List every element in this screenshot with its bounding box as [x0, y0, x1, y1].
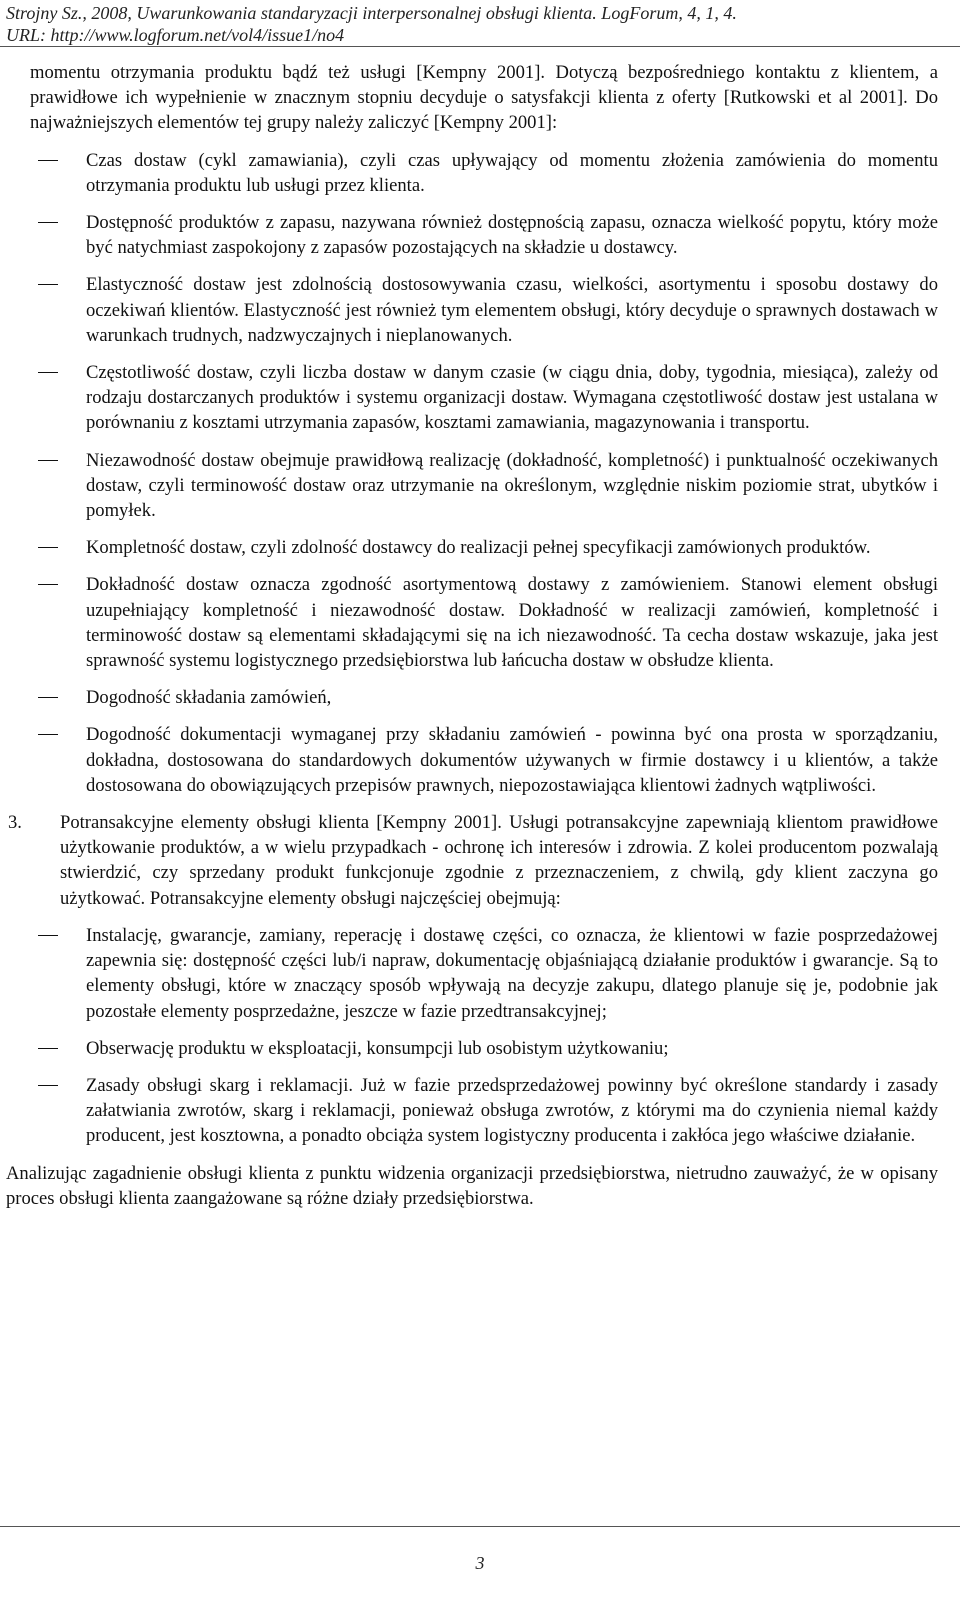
list-item: Dokładność dostaw oznacza zgodność asortymentową dostawy z zamówieniem. Stanowi element obsługi uzupełniający kompletność i niezawodność dostaw. Dokładność w realizacji zamówień, kompletność i terminowość dostaw są elementami składającymi się na ich niezawodność. Ta cecha dostaw wskazuje, jaka jest sprawność systemu logistycznego przedsiębiorstwa lub łańcucha dostaw w obsłudze klienta. — [30, 572, 938, 673]
list-item: Kompletność dostaw, czyli zdolność dostawcy do realizacji pełnej specyfikacji zamówionych produktów. — [30, 535, 938, 560]
section-number: 3. — [8, 812, 22, 834]
page-number: 3 — [475, 1553, 485, 1573]
dash-bullet-icon — [38, 584, 58, 585]
list-item: Obserwację produktu w eksploatacji, konsumpcji lub osobistym użytkowaniu; — [30, 1036, 938, 1061]
dash-bullet-icon — [38, 284, 58, 285]
section-3-text: Potransakcyjne elementy obsługi klienta [Kempny 2001]. Usługi potransakcyjne zapewniają klientom prawidłowe użytkowanie produktów, a w wielu przypadkach - ochronę ich interesów i zdrowia. Z kolei producentom pozwalają stwierdzić, czy sprzedany produkt funkcjonuje zgodnie z przeznaczeniem, z chwilą, gdy klient zaczyna go użytkować. Potransakcyjne elementy obsługi najczęściej obejmują: — [60, 812, 938, 909]
dash-bullet-icon — [38, 935, 58, 936]
dash-bullet-icon — [38, 1085, 58, 1086]
list-item: Dogodność składania zamówień, — [30, 685, 938, 710]
header-url: URL: http://www.logforum.net/vol4/issue1/no4 — [6, 25, 345, 45]
dash-bullet-icon — [38, 697, 58, 698]
dash-bullet-icon — [38, 1048, 58, 1049]
list-item: Czas dostaw (cykl zamawiania), czyli czas upływający od momentu złożenia zamówienia do momentu otrzymania produktu lub usługi przez klienta. — [30, 148, 938, 198]
header-divider — [0, 46, 960, 47]
dash-bullet-icon — [38, 547, 58, 548]
list-item: Dostępność produktów z zapasu, nazywana również dostępnością zapasu, oznacza wielkość popytu, który może być natychmiast zaspokojony z zapasów pozostających na składzie u dostawcy. — [30, 210, 938, 260]
footer-divider — [0, 1526, 960, 1527]
dash-bullet-icon — [38, 734, 58, 735]
intro-paragraph: momentu otrzymania produktu bądź też usługi [Kempny 2001]. Dotyczą bezpośredniego kontaktu z klientem, a prawidłowe ich wypełnienie w znacznym stopniu decyduje o satysfakcji klienta z oferty [Rutkowski et al 2001]. Do najważniejszych elementów tej grupy należy zaliczyć [Kempny 2001]: — [30, 62, 938, 134]
list-item: Zasady obsługi skarg i reklamacji. Już w fazie przedsprzedażowej powinny być określone standardy i zasady załatwiania zwrotów, skarg i reklamacji, ponieważ obsługa zwrotów, z którymi ma do czynienia niemal każdy producent, jest kosztowna, a ponadto obciąża system logistyczny producenta i zakłóca jego właściwe działanie. — [30, 1073, 938, 1149]
conclusion-paragraph: Analizując zagadnienie obsługi klienta z punktu widzenia organizacji przedsiębiorstwa, nietrudno zauważyć, że w opisany proces obsługi klienta zaangażowane są różne działy przedsiębiorstwa. — [6, 1162, 938, 1209]
running-header — [6, 2, 737, 46]
post-transaction-elements-list — [30, 923, 938, 1149]
list-item: Instalację, gwarancje, zamiany, reperację i dostawę części, co oznacza, że klientowi w fazie posprzedażowej zapewnia się: dostępność części lub/i napraw, dokumentację objaśniającą działanie produktów i gwarancje. Są to elementy obsługi, które w znaczący sposób wpływają na decyzje zakupu, dlatego planuje się je, podobnie jak pozostałe elementy posprzedażne, jeszcze w fazie przedtransakcyjnej; — [30, 923, 938, 1024]
dash-bullet-icon — [38, 160, 58, 161]
dash-bullet-icon — [38, 372, 58, 373]
list-item: Elastyczność dostaw jest zdolnością dostosowywania czasu, wielkości, asortymentu i sposobu dostawy do oczekiwań klientów. Elastyczność jest również tym elementem obsługi, który decyduje o sprawnych dostawach w warunkach trudnych, nadzwyczajnych i nieplanowanych. — [30, 272, 938, 348]
dash-bullet-icon — [38, 222, 58, 223]
list-item: Częstotliwość dostaw, czyli liczba dostaw w danym czasie (w ciągu dnia, doby, tygodnia, miesiąca), zależy od rodzaju dostarczanych produktów i systemu organizacji dostaw. Wymagana częstotliwość dostaw jest ustalana w porównaniu z kosztami utrzymania zapasów, kosztami zamawiania, magazynowania i transportu. — [30, 360, 938, 436]
list-item: Niezawodność dostaw obejmuje prawidłową realizację (dokładność, kompletność) i punktualność oczekiwanych dostaw, czyli terminowość dostaw oraz utrzymanie na określonym, względnie niskim poziomie strat, ubytków i pomyłek. — [30, 448, 938, 524]
header-citation: Strojny Sz., 2008, Uwarunkowania standaryzacji interpersonalnej obsługi klienta. LogForum, 4, 1, 4. — [6, 3, 737, 23]
dash-bullet-icon — [38, 460, 58, 461]
transaction-elements-list — [30, 148, 938, 798]
page-body — [6, 60, 938, 1211]
list-item: Dogodność dokumentacji wymaganej przy składaniu zamówień - powinna być ona prosta w sporządzaniu, dokładna, dostosowana do standardowych dokumentów używanych w firmie dostawcy i u klientów, a także dostosowana do obowiązujących przepisów prawnych, niepozostawiająca klientowi żadnych wątpliwości. — [30, 722, 938, 798]
section-3-paragraph — [8, 810, 938, 911]
